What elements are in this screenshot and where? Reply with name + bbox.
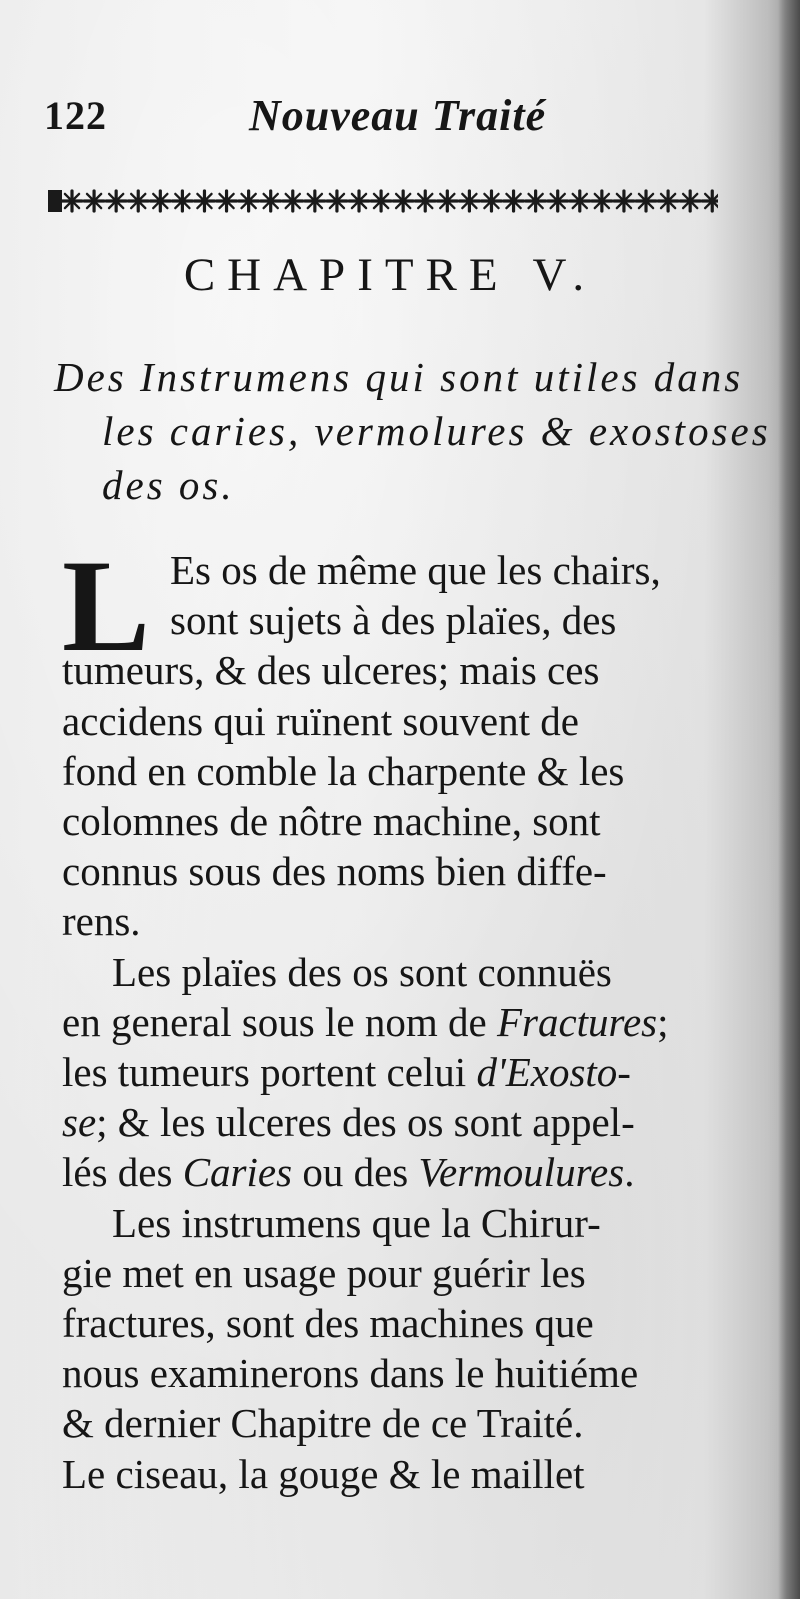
ornament-star	[526, 191, 546, 211]
text-line: nous examinerons dans le huitiéme	[62, 1350, 639, 1397]
ornament-star	[371, 191, 391, 211]
ornament-lead	[48, 190, 62, 212]
drop-cap: L	[62, 532, 151, 679]
text-run: en general sous le nom de	[62, 998, 497, 1045]
text-line: sont sujets à des plaïes, des	[170, 597, 617, 644]
subtitle-line-1: Des Instrumens qui sont utiles dans	[54, 354, 744, 400]
emphasis-exostose: d'Exosto-	[476, 1049, 631, 1096]
chapter-title: CHAPITRE V.	[183, 249, 597, 301]
page-binding-edge	[778, 0, 800, 1599]
ornament-star	[305, 191, 325, 211]
text-line: fond en comble la charpente & les	[62, 747, 625, 794]
text-line	[62, 1147, 762, 1197]
text-run: les tumeurs portent celui	[62, 1049, 477, 1096]
ornament-star	[548, 191, 568, 211]
text-line: & dernier Chapitre de ce Traité.	[62, 1400, 584, 1447]
text-line	[62, 1047, 762, 1097]
text-run: ou des	[292, 1149, 419, 1196]
text-line: Le ciseau, la gouge & le maillet	[62, 1450, 585, 1497]
text-line: Les instrumens que la Chirur-	[112, 1199, 601, 1246]
ornament-star	[106, 191, 126, 211]
ornament-star	[570, 191, 590, 211]
ornament-star	[481, 191, 501, 211]
text-line: fractures, sont des machines que	[62, 1300, 594, 1347]
ornament-star	[261, 191, 281, 211]
ornament-star	[62, 191, 82, 211]
emphasis-exostose-end: se	[62, 1099, 97, 1146]
ornament-star	[239, 191, 259, 211]
ornament-star	[150, 191, 170, 211]
text-line	[62, 997, 762, 1047]
ornament-star	[680, 191, 700, 211]
star-rule-ornament	[48, 178, 718, 224]
text-line: connus sous des noms bien diffe-	[62, 848, 607, 895]
subtitle-line-3: des os.	[102, 462, 235, 508]
text-line: gie met en usage pour guérir les	[62, 1249, 586, 1296]
emphasis-fractures: Fractures	[496, 998, 658, 1045]
ornament-star	[172, 191, 192, 211]
text-run: ;	[657, 998, 669, 1045]
ornament-star	[327, 191, 347, 211]
text-run: .	[624, 1149, 635, 1196]
ornament-star	[393, 191, 413, 211]
ornament-star	[194, 191, 214, 211]
text-line: rens.	[62, 898, 141, 945]
text-line: Les plaïes des os sont connuës	[112, 948, 612, 995]
page-number: 122	[44, 93, 107, 138]
ornament-star	[614, 191, 634, 211]
text-run: ; & les ulceres des os sont appel-	[96, 1099, 635, 1146]
ornament-star	[504, 191, 524, 211]
page-header	[44, 82, 684, 142]
emphasis-vermoulures: Vermoulures	[418, 1149, 625, 1196]
running-title: Nouveau Traité	[249, 91, 547, 140]
chapter-subtitle	[54, 350, 771, 512]
subtitle-line-2: les caries, vermolures & exostoses	[102, 408, 771, 454]
ornament-star	[636, 191, 656, 211]
emphasis-caries: Caries	[182, 1149, 293, 1196]
text-run: lés des	[62, 1149, 183, 1196]
ornament-star	[217, 191, 237, 211]
ornament-star	[702, 191, 718, 211]
ornament-star	[84, 191, 104, 211]
text-line: colomnes de nôtre machine, sont	[62, 798, 601, 845]
ornament-star	[349, 191, 369, 211]
ornament-star	[592, 191, 612, 211]
ornament-star	[658, 191, 678, 211]
body-text	[62, 532, 762, 1499]
text-line	[62, 1097, 762, 1147]
ornament-star	[437, 191, 457, 211]
ornament-star	[128, 191, 148, 211]
text-line: Es os de même que les chairs,	[170, 547, 661, 593]
text-line: accidens qui ruïnent souvent de	[62, 697, 579, 744]
ornament-star	[283, 191, 303, 211]
ornament-star	[415, 191, 435, 211]
ornament-star	[459, 191, 479, 211]
text-line: tumeurs, & des ulceres; mais ces	[62, 647, 600, 694]
